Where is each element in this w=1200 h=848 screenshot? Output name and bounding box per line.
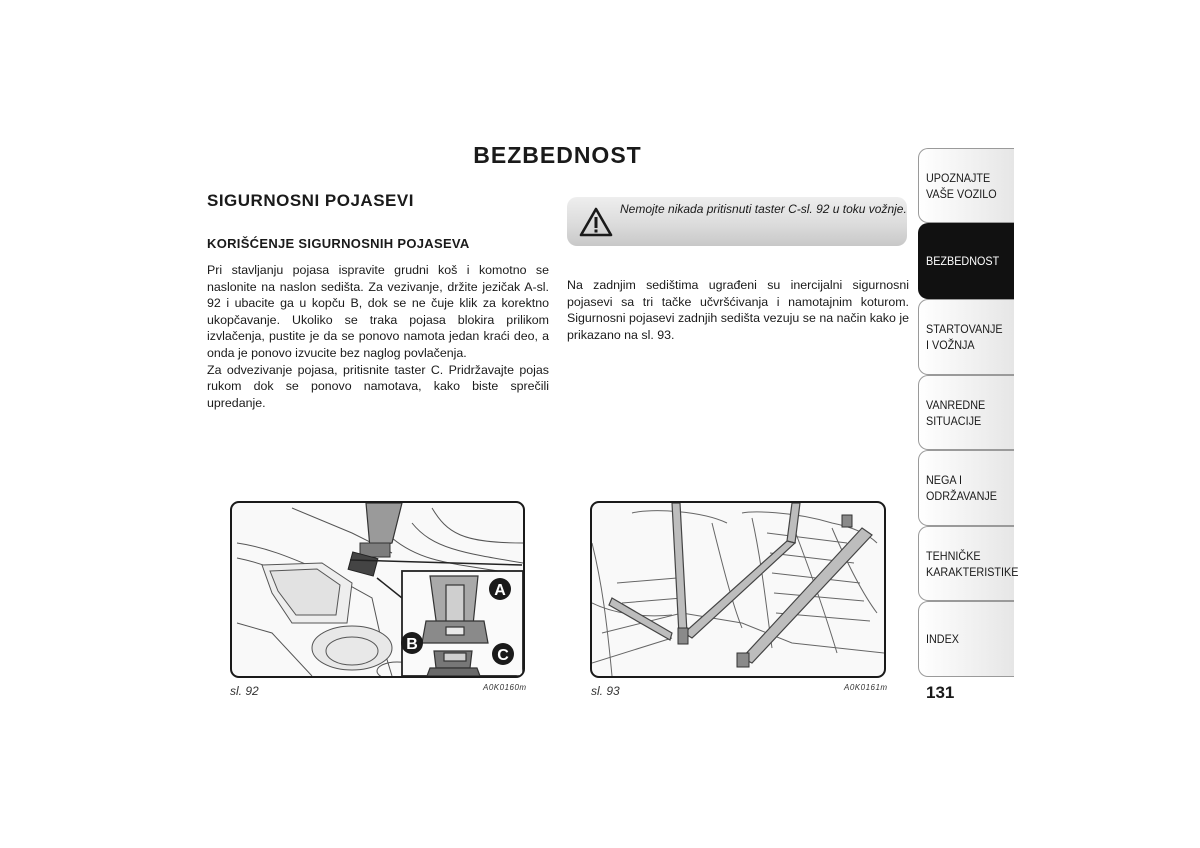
warning-triangle-icon (579, 207, 613, 237)
body-paragraph: Za odvezivanje pojasa, pritisnite taster C. Pridržavajte pojas rukom dok se ponovo namotava, kako biste sprečili upredanje. (207, 362, 549, 410)
side-tab-startovanje[interactable]: STARTOVANJE I VOŽNJA (918, 299, 1014, 375)
page-number: 131 (926, 683, 955, 702)
side-tab-tehnicke[interactable]: TEHNIČKE KARAKTERISTIKE (918, 526, 1014, 601)
figure-rear-seatbelts (590, 501, 886, 678)
warning-box (567, 197, 907, 246)
section-title: SIGURNOSNI POJASEVI (207, 191, 414, 210)
figure-label-b: B (406, 636, 418, 653)
figure-code: A0K0160m (483, 683, 527, 692)
page-title: BEZBEDNOST (473, 142, 642, 168)
figure-label-a: A (494, 582, 506, 599)
side-tab-index[interactable]: INDEX (918, 601, 1014, 677)
warning-text: Nemojte nikada pritisnuti taster C-sl. 92 u toku vožnje. (620, 202, 907, 216)
figure-label-c: C (497, 647, 509, 664)
figure-code: A0K0161m (844, 683, 888, 692)
subsection-title: KORIŠĆENJE SIGURNOSNIH POJASEVA (207, 236, 470, 251)
side-tab-upoznajte[interactable]: UPOZNAJTE VAŠE VOZILO (918, 148, 1014, 223)
figure-caption: sl. 92 (230, 684, 259, 698)
side-tab-vanredne[interactable]: VANREDNE SITUACIJE (918, 375, 1014, 450)
seatbelt-buckle-illustration (232, 503, 523, 676)
body-paragraph: Pri stavljanju pojasa ispravite grudni koš i komotno se naslonite na naslon sedišta. Za vezivanje, držite jezičak A-sl. 92 i ubacite ga u kopču B, dok se ne čuje klik za korektno ukopčavanje. Ukoliko se traka pojasa blokira prilikom izvlačenja, pustite je da se ponovo namota jedan kraći deo, a onda je ponovo izvucite bez naglog povlačenja. (207, 263, 549, 360)
right-body-text: Na zadnjim sedištima ugrađeni su inercijalni sigurnosni pojasevi sa tri tačke učvršćivanja i namotajnim koturom. Sigurnosni pojasevi zadnjih sedišta vezuju se na način kako je prikazano na sl. 93. (567, 278, 909, 342)
figure-caption: sl. 93 (591, 684, 620, 698)
rear-seatbelts-illustration (592, 503, 884, 676)
side-tab-nega[interactable]: NEGA I ODRŽAVANJE (918, 450, 1014, 526)
left-body-text (207, 262, 549, 411)
figure-seatbelt-buckle (230, 501, 525, 678)
side-tab-bezbednost[interactable]: BEZBEDNOST (918, 223, 1014, 299)
